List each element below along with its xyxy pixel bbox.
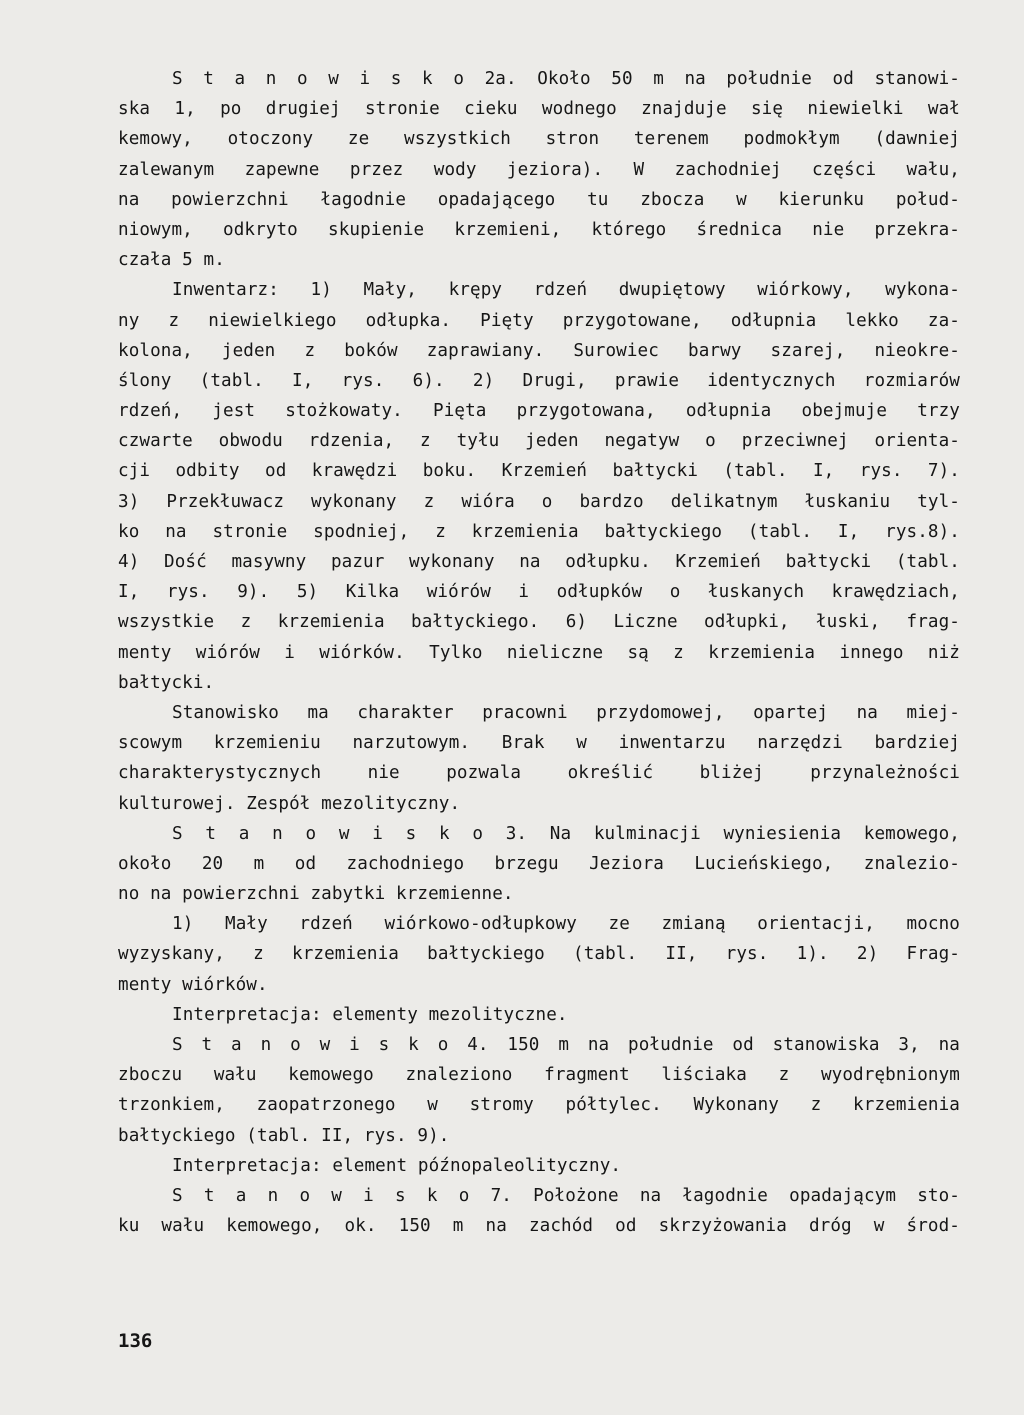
text-line: ska 1, po drugiej stronie cieku wodnego znajduje się niewielki wał [118, 99, 960, 120]
text-line: zboczu wału kemowego znaleziono fragment liściaka z wyodrębnionym [118, 1065, 960, 1086]
text-line: ku wału kemowego, ok. 150 m na zachód od skrzyżowania dróg w środ- [118, 1216, 960, 1237]
body-text [118, 64, 960, 1241]
text-line: bałtycki. [118, 672, 215, 693]
text-line: S t a n o w i s k o 2a. Około 50 m na południe od stanowi- [172, 69, 960, 89]
text-line: około 20 m od zachodniego brzegu Jeziora Lucieńskiego, znalezio- [118, 853, 960, 874]
paragraph-st4-interpretacja [118, 1151, 960, 1181]
paragraph-stanowisko-7 [118, 1181, 960, 1241]
text-line: no na powierzchni zabytki krzemienne. [118, 884, 514, 905]
paragraph-st3-inwentarz [118, 909, 960, 1000]
paragraph-inwentarz [118, 275, 960, 698]
text-line: charakterystycznych nie pozwala określić bliżej przynależności [118, 763, 960, 784]
page-number: 136 [118, 1330, 153, 1352]
text-line: niowym, odkryto skupienie krzemieni, którego średnica nie przekra- [118, 219, 960, 240]
text-line: na powierzchni łagodnie opadającego tu zbocza w kierunku połud- [118, 189, 960, 210]
text-line: menty wiórów i wiórków. Tylko nieliczne są z krzemienia innego niż [118, 642, 960, 663]
text-line: czała 5 m. [118, 250, 225, 271]
text-line: menty wiórków. [118, 974, 268, 995]
text-line: ny z niewielkiego odłupka. Pięty przygotowane, odłupnia lekko za- [118, 310, 960, 331]
text-line: 4) Dość masywny pazur wykonany na odłupku. Krzemień bałtycki (tabl. [118, 552, 960, 572]
text-line: cji odbity od krawędzi boku. Krzemień bałtycki (tabl. I, rys. 7). [118, 461, 960, 482]
paragraph-st3-interpretacja [118, 1000, 960, 1030]
text-line: bałtyckiego (tabl. II, rys. 9). [118, 1125, 450, 1146]
text-line: Inwentarz: 1) Mały, krępy rdzeń dwupiętowy wiórkowy, wykona- [172, 280, 960, 301]
text-line: wszystkie z krzemienia bałtyckiego. 6) Liczne odłupki, łuski, frag- [118, 612, 960, 633]
text-line: wyzyskany, z krzemienia bałtyckiego (tabl. II, rys. 1). 2) Frag- [118, 944, 960, 965]
text-line: scowym krzemieniu narzutowym. Brak w inwentarzu narzędzi bardziej [118, 733, 960, 754]
text-line: kolona, jeden z boków zaprawiany. Surowiec barwy szarej, nieokre- [118, 340, 960, 361]
paragraph-stanowisko-4 [118, 1030, 960, 1151]
text-line: 1) Mały rdzeń wiórkowo-odłupkowy ze zmianą orientacji, mocno [172, 914, 960, 935]
paragraph-charakter [118, 698, 960, 819]
paragraph-stanowisko-2a [118, 64, 960, 275]
text-line: Interpretacja: element późnopaleolityczny. [172, 1155, 622, 1176]
text-line: S t a n o w i s k o 4. 150 m na południe od stanowiska 3, na [172, 1035, 960, 1055]
text-line: I, rys. 9). 5) Kilka wiórów i odłupków o łuskanych krawędziach, [118, 582, 960, 603]
text-line: Interpretacja: elementy mezolityczne. [172, 1004, 568, 1025]
text-line: zalewanym zapewne przez wody jeziora). W zachodniej części wału, [118, 159, 960, 180]
text-line: ko na stronie spodniej, z krzemienia bałtyckiego (tabl. I, rys.8). [118, 521, 960, 542]
paragraph-stanowisko-3 [118, 819, 960, 910]
text-line: S t a n o w i s k o 7. Położone na łagodnie opadającym sto- [172, 1185, 960, 1206]
text-line: rdzeń, jest stożkowaty. Pięta przygotowana, odłupnia obejmuje trzy [118, 401, 960, 422]
text-line: ślony (tabl. I, rys. 6). 2) Drugi, prawie identycznych rozmiarów [118, 370, 960, 391]
text-line: S t a n o w i s k o 3. Na kulminacji wyniesienia kemowego, [172, 823, 960, 844]
text-line: kulturowej. Zespół mezolityczny. [118, 793, 461, 814]
text-line: kemowy, otoczony ze wszystkich stron terenem podmokłym (dawniej [118, 129, 960, 150]
text-line: trzonkiem, zaopatrzonego w stromy półtylec. Wykonany z krzemienia [118, 1095, 960, 1116]
text-line: 3) Przekłuwacz wykonany z wióra o bardzo delikatnym łuskaniu tyl- [118, 491, 960, 512]
text-line: czwarte obwodu rdzenia, z tyłu jeden negatyw o przeciwnej orienta- [118, 431, 960, 452]
text-line: Stanowisko ma charakter pracowni przydomowej, opartej na miej- [172, 702, 960, 723]
